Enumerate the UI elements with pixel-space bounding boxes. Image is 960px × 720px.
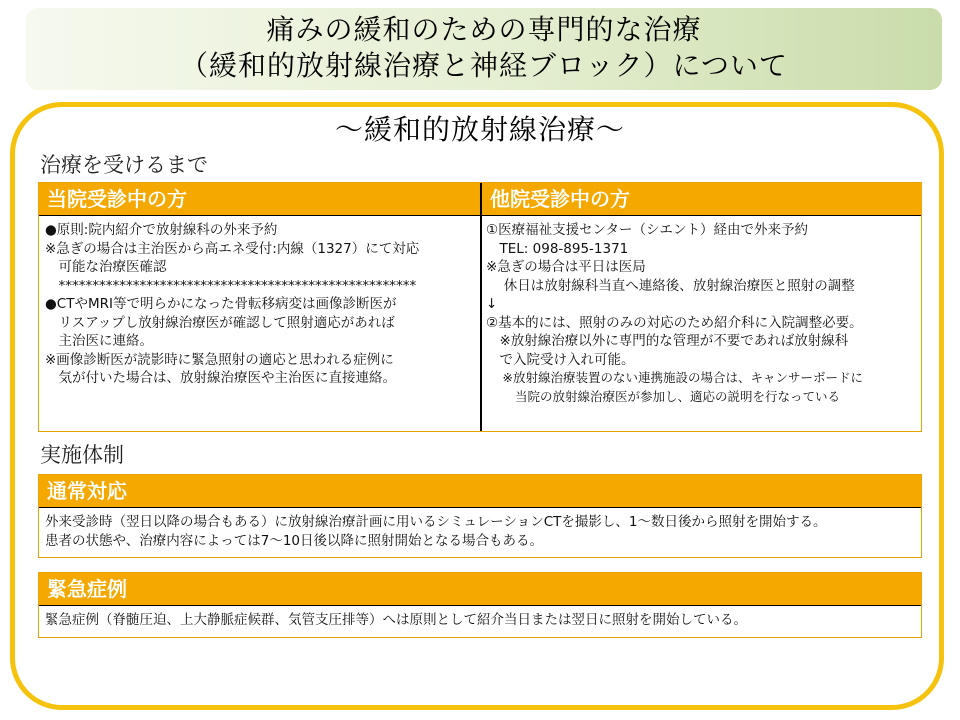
- text-line: ●CTやMRI等で明らかになった骨転移病変は画像診断医が: [45, 296, 397, 312]
- routine-body: [39, 508, 921, 556]
- text-line: ※画像診断医が読影時に緊急照射の適応と思われる症例に: [45, 351, 394, 368]
- text-line: 患者の状態や、治療内容によっては7～10日後以降に照射開始となる場合もある。: [45, 533, 543, 549]
- text-line: 主治医に連絡。: [45, 333, 153, 349]
- section-label-system: 実施体制: [40, 443, 124, 467]
- title-banner: [26, 8, 942, 90]
- text-line: ●原則:院内紹介で放射線科の外来予約: [45, 222, 278, 238]
- routine-box: [38, 474, 922, 558]
- text-line: ②基本的には、照射のみの対応のため紹介科に入院調整必要。: [486, 314, 863, 331]
- table-header-other-hospital: 他院受診中の方: [482, 183, 922, 215]
- text-line: 当院の放射線治療医が参加し、適応の説明を行なっている: [486, 388, 840, 404]
- emergency-header: 緊急症例: [39, 573, 921, 606]
- section-subtitle: ～緩和的放射線治療～: [334, 113, 625, 146]
- referral-table: [38, 182, 922, 432]
- table-cell-other-hospital: [486, 221, 918, 406]
- text-line: ※放射線治療装置のない連携施設の場合は、キャンサーボードに: [486, 370, 863, 385]
- page-title-line-2: （緩和的放射線治療と神経ブロック）について: [180, 49, 788, 82]
- emergency-box: [38, 572, 922, 638]
- text-line: TEL: 098-895-1371: [486, 240, 629, 257]
- text-line: *****************************************************: [45, 277, 417, 294]
- table-cell-in-hospital: [45, 221, 475, 388]
- section-label-before-treatment: 治療を受けるまで: [40, 153, 208, 177]
- text-line: 気が付いた場合は、放射線治療医や主治医に直接連絡。: [45, 370, 396, 386]
- emergency-body: [39, 606, 921, 635]
- table-divider-vertical: [480, 183, 482, 431]
- text-line: ↓: [486, 296, 498, 312]
- routine-header: 通常対応: [39, 475, 921, 508]
- text-line: ※急ぎの場合は主治医から高エネ受付:内線（1327）にて対応: [45, 240, 420, 257]
- text-line: 緊急症例（脊髄圧迫、上大静脈症候群、気管支圧排等）へは原則として紹介当日または翌日に照射を開始している。: [45, 612, 747, 628]
- page-title-line-1: 痛みの緩和のための専門的な治療: [266, 13, 702, 46]
- table-header-in-hospital: 当院受診中の方: [39, 183, 481, 215]
- text-line: 休日は放射線科当直へ連絡後、放射線治療医と照射の調整: [486, 277, 855, 294]
- text-line: ①医療福祉支援センター（シエント）経由で外来予約: [486, 222, 809, 238]
- text-line: で入院受け入れ可能。: [486, 351, 635, 368]
- text-line: 可能な治療医確認: [45, 259, 167, 275]
- text-line: 外来受診時（翌日以降の場合もある）に放射線治療計画に用いるシミュレーションCTを撮影し、1～数日後から照射を開始する。: [45, 514, 827, 530]
- text-line: ※急ぎの場合は平日は医局: [486, 259, 646, 275]
- text-line: リスアップし放射線治療医が確認して照射適応があれば: [45, 314, 395, 331]
- text-line: ※放射線治療以外に専門的な管理が不要であれば放射線科: [486, 333, 849, 349]
